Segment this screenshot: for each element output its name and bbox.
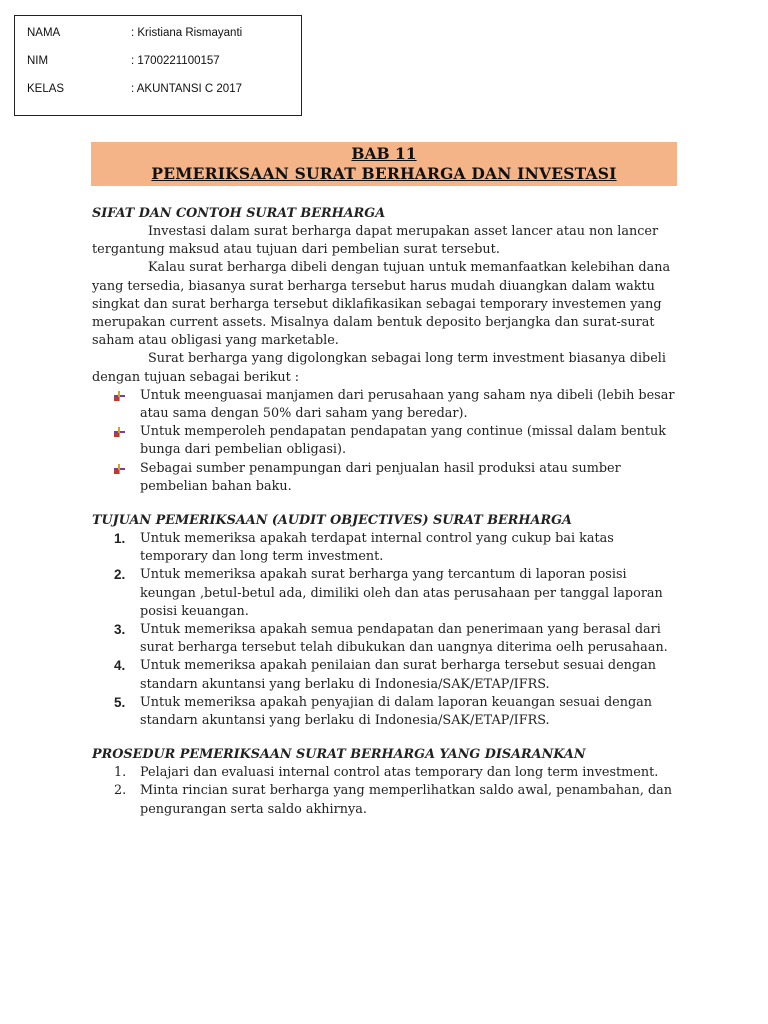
list-item-text: Untuk memeriksa apakah surat berharga yang tercantum di laporan posisi keungan ,betul-betul ada, dimiliki oleh dan atas perusahaan per tanggal laporan posisi keuangan.	[140, 567, 663, 619]
list-number: 1.	[114, 765, 127, 781]
numbered-list	[92, 764, 682, 819]
list-item-text: Untuk memeriksa apakah semua pendapatan dan penerimaan yang berasal dari surat berharga tersebut telah dibukukan dan uangnya diterima oelh perusahaan.	[140, 622, 668, 656]
list-item-text: Minta rincian surat berharga yang memperlihatkan saldo awal, penambahan, dan pengurangan serta saldo akhirnya.	[140, 783, 673, 817]
list-item-text: Pelajari dan evaluasi internal control atas temporary dan long term investment.	[140, 765, 659, 781]
section-heading: TUJUAN PEMERIKSAAN (AUDIT OBJECTIVES) SURAT BERHARGA	[92, 513, 572, 529]
list-item	[92, 387, 682, 423]
bullet-icon	[114, 464, 125, 474]
section-heading: PROSEDUR PEMERIKSAAN SURAT BERHARGA YANG DISARANKAN	[92, 747, 586, 763]
list-item	[92, 657, 682, 693]
identity-value: : Kristiana Rismayanti	[131, 27, 243, 39]
bullet-icon	[114, 391, 125, 401]
list-item	[92, 423, 682, 459]
paragraph: Kalau surat berharga dibeli dengan tujuan untuk memanfaatkan kelebihan dana yang tersedia, biasanya surat berharga tersebut harus mudah diuangkan dalam waktu singkat dan surat berharga tersebut diklafikasikan sebagai temporary investemen yang merupakan current assets. Misalnya dalam bentuk deposito berjangka dan surat-surat saham atau obligasi yang marketable.	[92, 260, 671, 349]
list-item-text: Untuk memperoleh pendapatan pendapatan yang continue (missal dalam bentuk bunga dari pembelian obligasi).	[140, 424, 666, 458]
chapter-banner	[91, 142, 677, 186]
list-item-text: Untuk memeriksa apakah penilaian dan surat berharga tersebut sesuai dengan standarn akuntansi yang berlaku di Indonesia/SAK/ETAP/IFRS.	[140, 658, 656, 692]
list-item-text: Untuk memeriksa apakah penyajian di dalam laporan keuangan sesuai dengan standarn akuntansi yang berlaku di Indonesia/SAK/ETAP/IFRS.	[140, 694, 653, 729]
list-item	[92, 460, 682, 496]
bullet-icon	[114, 427, 125, 437]
list-number: 4.	[114, 658, 126, 674]
list-item	[92, 621, 682, 657]
identity-label: KELAS	[27, 83, 65, 95]
section-heading: SIFAT DAN CONTOH SURAT BERHARGA	[92, 206, 386, 221]
chapter-number: BAB 11	[351, 144, 417, 163]
list-item	[92, 782, 682, 818]
identity-value: : AKUNTANSI C 2017	[131, 83, 242, 95]
numbered-list	[92, 530, 682, 730]
list-item	[92, 694, 682, 730]
paragraph: Investasi dalam surat berharga dapat merupakan asset lancer atau non lancer tergantung maksud atau tujuan dari pembelian surat tersebut.	[92, 224, 659, 258]
list-number: 1.	[114, 531, 126, 547]
list-item-text: Sebagai sumber penampungan dari penjualan hasil produksi atau sumber pembelian bahan baku.	[140, 460, 621, 494]
document-body	[92, 205, 682, 819]
list-item	[92, 530, 682, 566]
list-number: 2.	[114, 783, 127, 799]
list-item-text: Untuk memeriksa apakah terdapat internal control yang cukup bai katas temporary dan long term investment.	[140, 531, 614, 565]
list-item	[92, 764, 682, 782]
paragraph: Surat berharga yang digolongkan sebagai long term investment biasanya dibeli dengan tujuan sebagai berikut :	[92, 351, 666, 385]
identity-box	[14, 15, 302, 116]
identity-label: NIM	[27, 55, 49, 67]
list-item	[92, 566, 682, 621]
identity-value: : 1700221100157	[131, 55, 220, 67]
bullet-list	[92, 387, 682, 496]
spacer	[92, 730, 682, 746]
list-number: 2.	[114, 567, 126, 583]
list-number: 5.	[114, 694, 126, 710]
list-number: 3.	[114, 622, 126, 638]
list-item-text: Untuk meenguasai manjamen dari perusahaan yang saham nya dibeli (lebih besar atau sama dengan 50% dari saham yang beredar).	[140, 387, 675, 422]
spacer	[92, 496, 682, 512]
chapter-title: PEMERIKSAAN SURAT BERHARGA DAN INVESTASI	[151, 164, 617, 183]
identity-label: NAMA	[27, 27, 61, 39]
